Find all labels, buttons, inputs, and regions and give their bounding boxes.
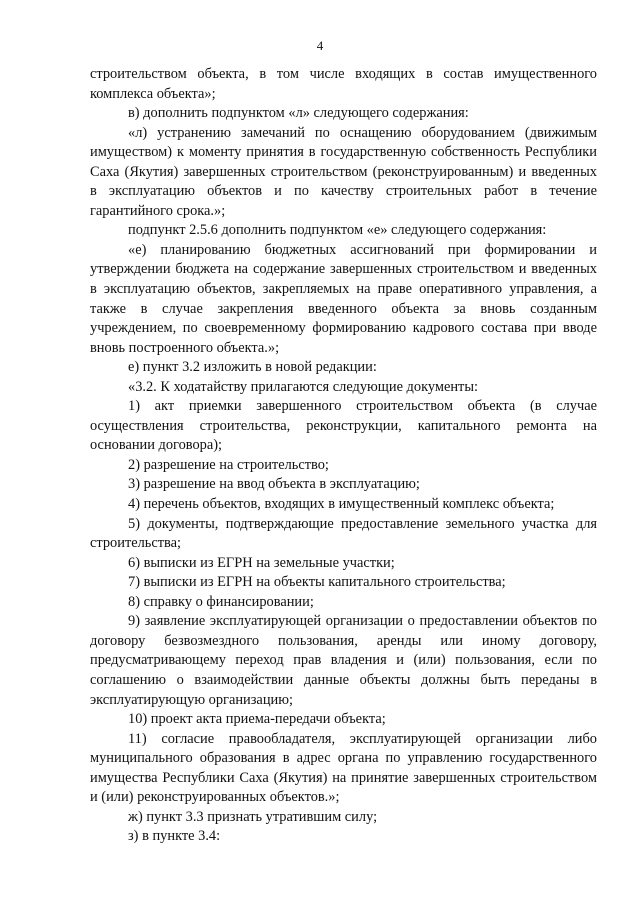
list-item-6: 6) выписки из ЕГРН на земельные участки; <box>128 554 395 571</box>
paragraph-item-e: е) пункт 3.2 изложить в новой редакции: <box>128 359 377 376</box>
document-body <box>90 65 597 847</box>
list-item-7: 7) выписки из ЕГРН на объекты капитального строительства; <box>128 574 506 591</box>
list-item-5: 5) документы, подтверждающие предоставление земельного участка для строительства; <box>90 515 597 552</box>
paragraph-item-zh: ж) пункт 3.3 признать утратившим силу; <box>128 808 378 825</box>
list-item-11: 11) согласие правообладателя, эксплуатирующей организации либо муниципального образования в адрес органа по управлению государственного имущества Республики Саха (Якутия) на принятие завершенных строительством и (или) реконструированных объектов.»; <box>90 730 597 806</box>
list-item-9: 9) заявление эксплуатирующей организации о предоставлении объектов по договору безвозмездного пользования, аренды или иному договору, предусматривающему переход прав владения и (или) пользования, если по соглашению о взаимодействии данные объекты должны быть переданы в эксплуатирующую организацию; <box>90 613 597 708</box>
page-number: 4 <box>316 38 324 53</box>
list-item-8: 8) справку о финансировании; <box>128 593 314 610</box>
paragraph-item-z: з) в пункте 3.4: <box>128 828 221 845</box>
paragraph-continuation: строительством объекта, в том числе входящих в состав имущественного комплекса объекта»; <box>90 66 597 102</box>
list-item-4: 4) перечень объектов, входящих в имущественный комплекс объекта; <box>128 496 555 513</box>
paragraph-2-5-6: подпункт 2.5.6 дополнить подпунктом «е» следующего содержания: <box>128 222 547 239</box>
paragraph-3-2: «3.2. К ходатайству прилагаются следующие документы: <box>128 378 479 395</box>
list-item-1: 1) акт приемки завершенного строительством объекта (в случае осуществления строительства, реконструкции, капитального ремонта на основании договора); <box>90 398 597 454</box>
list-item-2: 2) разрешение на строительство; <box>128 456 329 473</box>
paragraph-item-v: в) дополнить подпунктом «л» следующего содержания: <box>128 105 469 122</box>
list-item-3: 3) разрешение на ввод объекта в эксплуатацию; <box>128 476 420 493</box>
paragraph-subitem-e: «е) планированию бюджетных ассигнований при формировании и утверждении бюджета на содержание завершенных строительством и введенных в эксплуатацию объектов, закрепляемых на праве оперативного управления, а также в случае закрепления введенного объекта за вновь созданным учреждением, по своевременному формированию кадрового состава при вводе вновь построенного объекта.»; <box>90 241 597 356</box>
list-item-10: 10) проект акта приема-передачи объекта; <box>128 711 386 728</box>
paragraph-subitem-l: «л) устранению замечаний по оснащению оборудованием (движимым имуществом) к моменту принятия в государственную собственность Республики Саха (Якутия) завершенных строительством (реконструированным) и введенных в эксплуатацию объектов и по качеству строительных работ в течение гарантийного срока.»; <box>90 124 597 219</box>
